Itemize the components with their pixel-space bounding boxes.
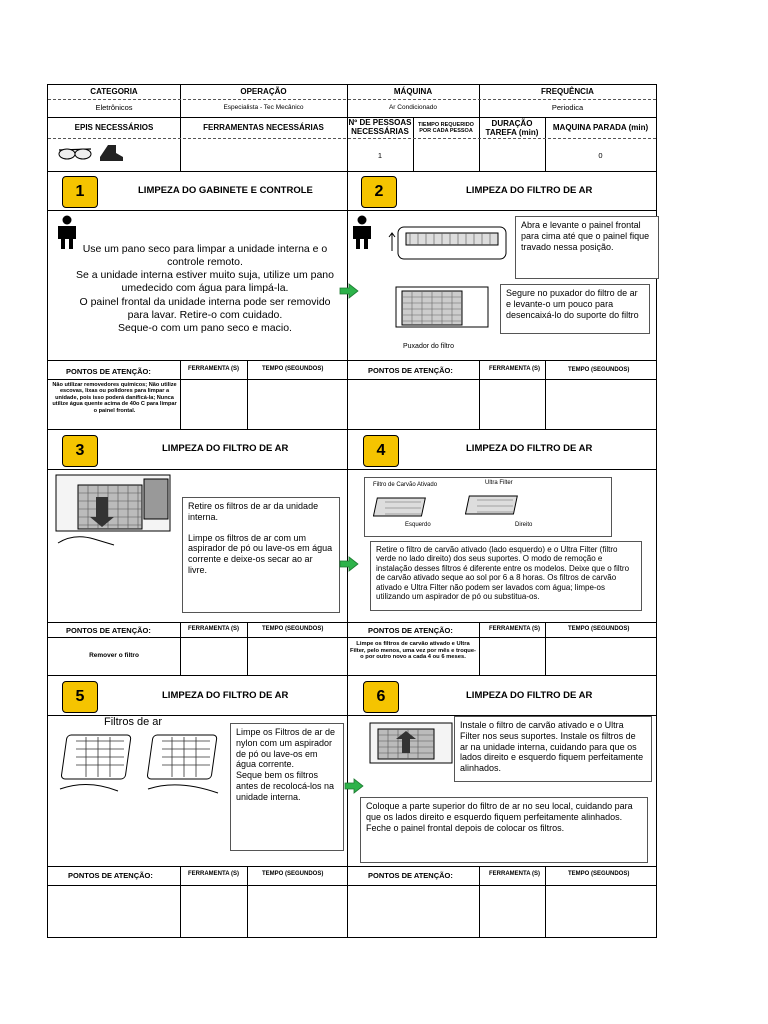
step-6-ferramenta-label: FERRAMENTA (S) (489, 871, 540, 877)
step-1-ferramenta-label: FERRAMENTA (S) (188, 366, 239, 372)
step-3-pontos: Remover o filtro (89, 652, 139, 659)
step-1-text: Use um pano seco para limpar a unidade interna e o controle remoto. Se a unidade interna estiver muito suja, utilize um pano umedecido com água para limpá-la. O painel frontal da unidade interna pode ser removido para lavar. Retire-o com cuidado. Seque-o com um pano seco e macio. (76, 243, 334, 334)
maquina-value: Ar Condicionado (388, 104, 438, 111)
step-4-image-frame (364, 477, 612, 537)
step-6-box-2: Coloque a parte superior do filtro de ar no seu local, cuidando para que os lados direito e esquerdo fiquem perfeitamente alinhados. Feche o painel frontal depois de colocar os filtros. (360, 797, 648, 863)
step-1-badge: 1 (62, 176, 98, 208)
step-1-title: LIMPEZA DO GABINETE E CONTROLE (138, 185, 313, 196)
carbon-filter-illustration (373, 490, 443, 522)
step-3-box-2: Limpe os filtros de ar com um aspirador de pó ou lave-os em água corrente e deixe-os secar ao ar livre. (188, 532, 333, 575)
step-3-ferramenta-label: FERRAMENTA (S) (188, 626, 239, 632)
frequencia-value: Periodica (551, 103, 584, 112)
step-4-pontos: Limpe os filtros de carvão ativado e Ultra Filter, pelo menos, uma vez por mês e troque-o por outro novo a cada 4 ou 6 meses. (350, 641, 476, 661)
safety-glasses-icon (57, 145, 93, 161)
step-3-box-1: Retire os filtros de ar da unidade interna. (188, 501, 319, 522)
step-2-badge: 2 (361, 176, 397, 208)
step-4-img-label-left: Filtro de Carvão Ativado (373, 482, 438, 488)
duracao-label: DURAÇÃO TAREFA (min) (485, 119, 539, 137)
filter-handle-illustration (388, 283, 498, 343)
step-1-pontos: Não utilizar removedores químicos; Não utilize escovas, lixas ou polidores para limpar a unidade, pois isso poderá danificá-la; Nunca utilize água quente acima de 40o C para limpar o painel frontal. (52, 382, 177, 414)
step-3-tempo-label: TEMPO (SEGUNDOS) (262, 626, 324, 632)
step-2-box-1: Abra e levante o painel frontal para cima até que o painel fique travado nessa posição. (515, 216, 659, 279)
step-6-pontos-label: PONTOS DE ATENÇÃO: (368, 871, 453, 880)
step-6-title: LIMPEZA DO FILTRO DE AR (466, 690, 593, 701)
step-5-box: Limpe os Filtros de ar de nylon com um aspirador de pó ou lave-os em água corrente. Seque bem os filtros antes de recolocá-los na unidade interna. (230, 723, 344, 851)
step-4-img-sub-left: Esquerdo (405, 522, 431, 528)
maquina-parada-label: MAQUINA PARADA (min) (552, 123, 649, 132)
ac-unit-illustration (388, 221, 508, 265)
green-arrow-icon (344, 778, 364, 794)
pessoas-label: Nº DE PESSOAS NECESSÁRIAS (348, 118, 412, 136)
filter-install-illustration (366, 719, 456, 775)
operacao-label: OPERAÇÃO (240, 87, 287, 96)
step-5-title: LIMPEZA DO FILTRO DE AR (162, 690, 289, 701)
step-2-ferramenta-label: FERRAMENTA (S) (489, 366, 540, 372)
step-5-img-label: Filtros de ar (104, 716, 163, 728)
pessoas-value: 1 (377, 151, 383, 160)
step-4-img-sub-right: Direito (515, 522, 533, 528)
safety-boot-icon (98, 143, 124, 163)
step-3-box (182, 497, 340, 613)
step-2-pontos-label: PONTOS DE ATENÇÃO: (368, 366, 453, 375)
step-3-badge: 3 (62, 435, 98, 467)
filter-removal-illustration (54, 473, 172, 565)
step-5-tempo-label: TEMPO (SEGUNDOS) (262, 871, 324, 877)
step-4-img-label-right: Ultra Filter (485, 480, 513, 486)
step-2-caption: Puxador do filtro (403, 343, 454, 350)
step-2-tempo-label: TEMPO (SEGUNDOS) (568, 367, 630, 373)
step-3-title: LIMPEZA DO FILTRO DE AR (162, 443, 289, 454)
step-5-pontos-label: PONTOS DE ATENÇÃO: (68, 871, 153, 880)
step-2-box-2: Segure no puxador do filtro de ar e levante-o um pouco para desencaixá-lo do suporte do filtro (500, 284, 650, 334)
step-5-badge: 5 (62, 681, 98, 713)
operacao-value: Especialista - Tec Mecânico (223, 104, 304, 111)
green-arrow-icon (339, 556, 359, 572)
step-6-tempo-label: TEMPO (SEGUNDOS) (568, 871, 630, 877)
step-2-title: LIMPEZA DO FILTRO DE AR (466, 185, 593, 196)
step-4-ferramenta-label: FERRAMENTA (S) (489, 626, 540, 632)
frequencia-label: FREQUÊNCIA (541, 87, 594, 96)
categoria-label: CATEGORIA (90, 87, 138, 96)
air-filters-illustration (58, 729, 228, 805)
maquina-parada-value: 0 (598, 151, 603, 160)
step-4-box: Retire o filtro de carvão ativado (lado esquerdo) e o Ultra Filter (filtro verde no lado direito) dos seus suportes. O modo de remoção e instalação desses filtros é diferente entre os modelos. Deixe que o filtro de carvão ativado seque ao sol por 6 a 8 horas. Os filtros de carvão ativado e Ultra Filter não podem ser lavados com água; limpe-os utilizando um aspirador de pó ou substitua-os. (370, 541, 642, 611)
step-5-ferramenta-label: FERRAMENTA (S) (188, 871, 239, 877)
step-6-badge: 6 (363, 681, 399, 713)
step-4-badge: 4 (363, 435, 399, 467)
step-4-title: LIMPEZA DO FILTRO DE AR (466, 443, 593, 454)
procedure-sheet (47, 84, 657, 938)
step-1-tempo-label: TEMPO (SEGUNDOS) (262, 366, 324, 372)
step-4-tempo-label: TEMPO (SEGUNDOS) (568, 626, 630, 632)
step-6-box-1: Instale o filtro de carvão ativado e o Ultra Filter nos seus suportes. Instale os filtros de ar na unidade interna, cuidando para que os lados direito e esquerdo fiquem perfeitamente alinhados. (454, 716, 652, 782)
categoria-value: Eletrônicos (95, 103, 133, 112)
step-3-pontos-label: PONTOS DE ATENÇÃO: (66, 626, 151, 635)
epis-label: EPIS NECESSÁRIOS (74, 123, 154, 132)
tempo-requerido-label: TIEMPO REQUERIDO POR CADA PESSOA (418, 122, 474, 135)
step-4-pontos-label: PONTOS DE ATENÇÃO: (368, 626, 453, 635)
green-arrow-icon (339, 283, 359, 299)
step-1-pontos-label: PONTOS DE ATENÇÃO: (66, 367, 151, 376)
ferramentas-label: FERRAMENTAS NECESSÁRIAS (203, 123, 324, 132)
step-5-image (58, 715, 228, 807)
maquina-label: MÁQUINA (393, 87, 433, 96)
worker-icon (351, 215, 373, 249)
ultra-filter-illustration (465, 488, 535, 522)
